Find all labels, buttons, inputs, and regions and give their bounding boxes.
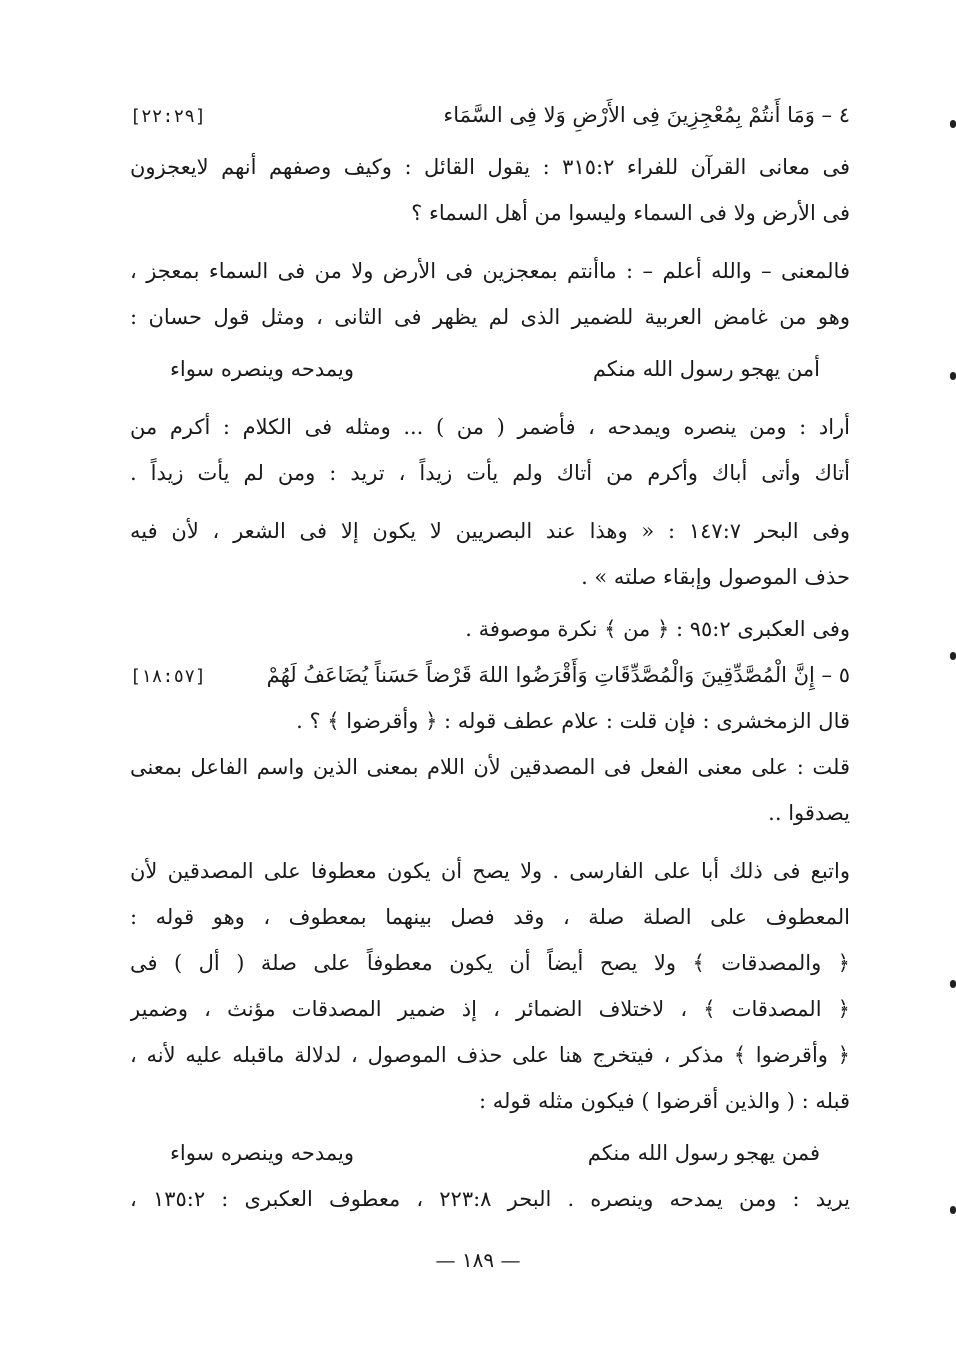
paragraph-line: ﴿ المصدقات ﴾ ، لاختلاف الضمائر ، إذ ضمير المصدقات مؤنث ، وضمير [130,997,850,1021]
page-number: — ١٨٩ — [435,1248,521,1272]
paragraph-line: ﴿ والمصدقات ﴾ ولا يصح أيضاً أن يكون معطوفاً على صلة ( أل ) فى [130,951,850,975]
poem-second-hemistich: ويمدحه وينصره سواء [170,1141,355,1165]
poem-first-hemistich: أمن يهجو رسول الله منكم [592,357,820,381]
paragraph-line: أتاك وأتى أباك وأكرم من أتاك ولم يأت زيداً ، تريد : ومن لم يأت زيداً . [130,461,850,485]
paragraph-line: وفى العكبرى ٩٥:٢ : ﴿ من ﴾ نكرة موصوفة . [465,617,850,641]
paragraph-line: واتبع فى ذلك أبا على الفارسى . ولا يصح أن يكون معطوفا على المصدقين لأن [130,859,850,883]
quran-verse-5 [130,652,850,698]
poem-verse [130,346,850,392]
paragraph-line: ﴿ وأقرضوا ﴾ مذكر ، فيتخرج هنا على حذف الموصول ، لدلالة ماقبله عليه لأنه ، [130,1043,850,1067]
poem-verse [130,1130,850,1176]
scan-mark [950,372,956,380]
verse-text: ٥ – إِنَّ الْمُصَّدِّقِينَ وَالْمُصَّدِّقَاتِ وَأَقْرَضُوا اللهَ قَرْضاً حَسَناً يُضَاعَفُ لَهُمْ [266,663,850,687]
paragraph-line: أراد : ومن ينصره ويمدحه ، فأضمر ( من ) ... ومثله فى الكلام : أكرم من [130,415,850,439]
paragraph-line: وهو من غامض العربية للضمير الذى لم يظهر فى الثانى ، ومثل قول حسان : [130,305,850,329]
paragraph-line: يصدقوا .. [768,801,850,825]
paragraph-line: قبله : ( والذين أقرضوا ) فيكون مثله قوله : [479,1089,850,1113]
paragraph-line: وفى البحر ١٤٧:٧ : « وهذا عند البصريين لا يكون إلا فى الشعر ، لأن فيه [130,519,850,543]
paragraph-line: فى الأرض ولا فى السماء وليسوا من أهل السماء ؟ [411,201,850,225]
scan-mark [950,1206,956,1214]
page-body [130,92,850,1222]
verse-reference: [١٨:٥٧] [130,666,206,687]
paragraph-line: فالمعنى – والله أعلم – : ماأنتم بمعجزين فى الأرض ولا من فى السماء بمعجز ، [130,259,850,283]
paragraph-line: فى معانى القرآن للفراء ٣١٥:٢ : يقول القائل : وكيف وصفهم أنهم لايعجزون [130,155,850,179]
paragraph-line: حذف الموصول وإبقاء صلته » . [581,565,850,589]
poem-second-hemistich: ويمدحه وينصره سواء [170,357,355,381]
scan-mark [950,652,956,660]
verse-reference: [٢٢:٢٩] [130,106,206,127]
verse-text: ٤ – وَمَا أَنتُمْ بِمُعْجِزِينَ فِى الأَرْضِ وَلا فِى السَّمَاء [443,103,850,127]
paragraph-line: المعطوف على الصلة صلة ، وقد فصل بينهما بمعطوف ، وهو قوله : [130,905,850,929]
paragraph-line: قلت : على معنى الفعل فى المصدقين لأن اللام بمعنى الذين واسم الفاعل بمعنى [130,755,850,779]
quran-verse-4 [130,92,850,138]
paragraph-line: يريد : ومن يمدحه وينصره . البحر ٢٢٣:٨ ، معطوف العكبرى : ١٣٥:٢ ، [130,1187,850,1211]
paragraph-line: قال الزمخشرى : فإن قلت : علام عطف قوله : ﴿ وأقرضوا ﴾ ؟ . [296,709,850,733]
scan-mark [950,980,956,988]
scan-mark [950,120,956,128]
poem-first-hemistich: فمن يهجو رسول الله منكم [587,1141,820,1165]
